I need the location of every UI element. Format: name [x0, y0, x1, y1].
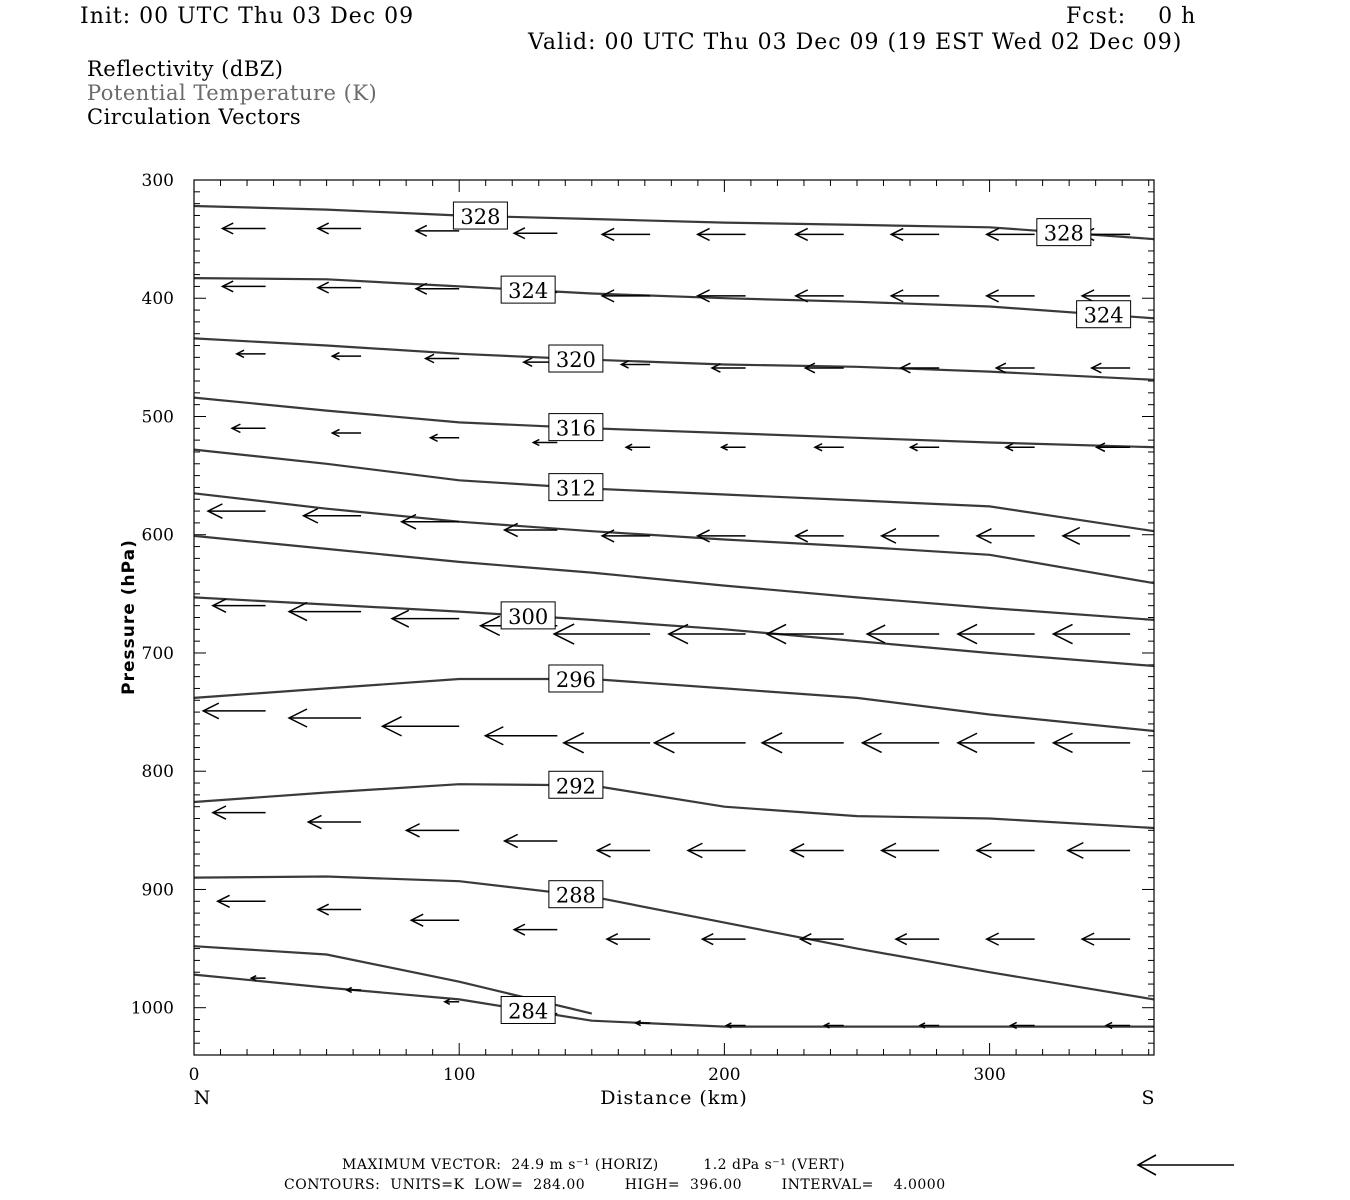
circulation-vector	[602, 290, 650, 302]
circulation-vector	[308, 815, 361, 828]
circulation-vector	[1063, 528, 1130, 545]
y-tick-label: 300	[141, 171, 174, 191]
circulation-vector	[1097, 443, 1131, 451]
contour-label: 328	[1043, 221, 1084, 246]
theta-contour-312	[194, 450, 1154, 532]
circulation-vector	[901, 363, 939, 373]
unit-vector-arrow	[1138, 1155, 1234, 1175]
x-tick-label: 200	[708, 1065, 741, 1085]
circulation-vector	[882, 529, 940, 543]
contour-label: 312	[555, 476, 596, 501]
contour-label: 296	[555, 667, 596, 692]
circulation-vector	[597, 844, 650, 857]
circulation-vector	[218, 895, 266, 907]
theta-contour-308	[194, 493, 1154, 583]
x-axis-title: Distance (km)	[600, 1087, 748, 1109]
tick-marks	[194, 180, 1154, 1055]
circulation-vector	[392, 610, 459, 627]
circulation-vector	[882, 843, 940, 857]
circulation-vector	[1068, 843, 1130, 859]
circulation-vector	[237, 350, 266, 357]
circulation-vector	[426, 354, 460, 362]
circulation-vector	[688, 843, 746, 857]
circulation-vector	[977, 529, 1035, 543]
circulation-vector	[208, 504, 266, 518]
circulation-vector	[222, 281, 265, 292]
circulation-vector	[430, 434, 459, 441]
plot-frame	[194, 180, 1154, 1055]
circulation-vector	[318, 282, 361, 293]
circulation-vector	[1053, 624, 1130, 643]
y-tick-label: 700	[141, 643, 174, 664]
contours-info: CONTOURS: UNITS=K LOW= 284.00 HIGH= 396.00 INTERVAL= 4.0000	[284, 1177, 946, 1193]
x-end-label-south: S	[1141, 1087, 1155, 1109]
circulation-vector	[1082, 933, 1130, 945]
circulation-vector	[987, 290, 1035, 302]
circulation-vector	[411, 914, 459, 926]
forecast-hour: Fcst: 0 h	[1066, 4, 1197, 29]
circulation-vector	[891, 228, 939, 240]
theta-contour-304	[194, 536, 1154, 620]
x-tick-label: 300	[973, 1065, 1006, 1085]
circulation-vector	[382, 717, 459, 736]
contour-label: 316	[555, 416, 596, 441]
max-vector-info: MAXIMUM VECTOR: 24.9 m s⁻¹ (HORIZ) 1.2 dPa s⁻¹ (VERT)	[342, 1157, 846, 1173]
circulation-vector	[505, 834, 558, 847]
y-tick-label: 500	[141, 407, 174, 428]
y-tick-label: 800	[141, 762, 174, 783]
circulation-vector	[602, 228, 650, 240]
circulation-vector	[910, 444, 939, 451]
circulation-vector	[318, 223, 361, 234]
circulation-vector	[402, 515, 460, 529]
circulation-vector	[958, 624, 1035, 643]
circulation-vector	[203, 703, 265, 719]
contour-labels	[453, 202, 1130, 1023]
circulation-vector	[1082, 290, 1130, 302]
contour-label: 300	[508, 604, 549, 629]
y-tick-label: 600	[141, 525, 174, 546]
circulation-vector	[654, 733, 745, 753]
contour-label: 292	[555, 774, 596, 799]
circulation-vector	[722, 444, 746, 450]
circulation-vector	[958, 733, 1035, 752]
circulation-vector	[891, 290, 939, 302]
circulation-vector	[1092, 363, 1130, 373]
circulation-vector	[607, 934, 650, 945]
legend-potential-temperature: Potential Temperature (K)	[87, 81, 378, 105]
circulation-vector	[815, 444, 844, 451]
circulation-vector	[554, 624, 650, 644]
circulation-vector	[514, 228, 557, 239]
circulation-vector	[702, 934, 745, 945]
circulation-vector	[977, 843, 1035, 857]
y-tick-label: 400	[141, 289, 174, 310]
legend-reflectivity: Reflectivity (dBZ)	[87, 57, 284, 81]
circulation-vector	[996, 363, 1034, 373]
circulation-vector	[626, 444, 650, 450]
circulation-vector	[213, 806, 266, 819]
y-axis-title: Pressure (hPa)	[119, 539, 139, 695]
x-tick-label: 100	[442, 1065, 476, 1085]
circulation-vector	[514, 924, 557, 935]
circulation-vector	[222, 223, 265, 234]
circulation-vector	[796, 530, 844, 542]
theta-contour-284	[194, 975, 1154, 1027]
contour-label: 320	[555, 348, 596, 373]
circulation-vector	[801, 934, 844, 945]
theta-contours	[194, 206, 1154, 1027]
circulation-vector	[564, 733, 650, 753]
contour-label: 324	[508, 279, 549, 304]
circulation-vector	[987, 933, 1035, 945]
circulation-vector	[762, 733, 844, 753]
contour-label: 324	[1083, 303, 1124, 328]
circulation-vector	[318, 904, 361, 915]
circulation-vector	[406, 824, 459, 837]
circulation-vector	[698, 228, 746, 240]
contour-label: 288	[555, 883, 596, 908]
init-time: Init: 00 UTC Thu 03 Dec 09	[80, 4, 415, 29]
circulation-vector	[862, 733, 939, 752]
theta-contour-296	[194, 679, 1154, 731]
valid-time: Valid: 00 UTC Thu 03 Dec 09 (19 EST Wed 02 Dec 09)	[528, 30, 1183, 55]
circulation-vector	[698, 290, 746, 302]
contour-label: 328	[460, 205, 501, 230]
contour-label: 284	[508, 999, 549, 1024]
x-tick-label: 0	[188, 1065, 200, 1085]
circulation-vector	[867, 625, 939, 643]
theta-contour-316	[194, 398, 1154, 448]
circulation-vector	[791, 844, 844, 857]
circulation-vector	[805, 363, 843, 373]
y-tick-label: 1000	[130, 998, 174, 1019]
circulation-vector	[232, 424, 266, 432]
circulation-vector	[1053, 733, 1130, 752]
theta-contour-324	[194, 278, 1154, 318]
circulation-vector	[602, 530, 650, 542]
y-tick-label: 900	[141, 880, 174, 901]
circulation-vector	[289, 709, 361, 727]
circulation-vector	[332, 353, 361, 360]
theta-contour-288	[194, 877, 1154, 1000]
circulation-vector	[347, 987, 361, 992]
circulation-vector	[505, 523, 558, 536]
legend-circulation-vectors: Circulation Vectors	[87, 105, 302, 129]
circulation-vector	[796, 228, 844, 240]
axis-labels	[131, 171, 1006, 1085]
circulation-vector	[332, 429, 361, 436]
circulation-vector	[767, 624, 844, 643]
circulation-vector	[485, 727, 557, 745]
x-end-label-north: N	[193, 1087, 211, 1109]
circulation-vector	[636, 1021, 650, 1026]
circulation-vector	[416, 225, 459, 236]
circulation-vector	[896, 934, 939, 945]
